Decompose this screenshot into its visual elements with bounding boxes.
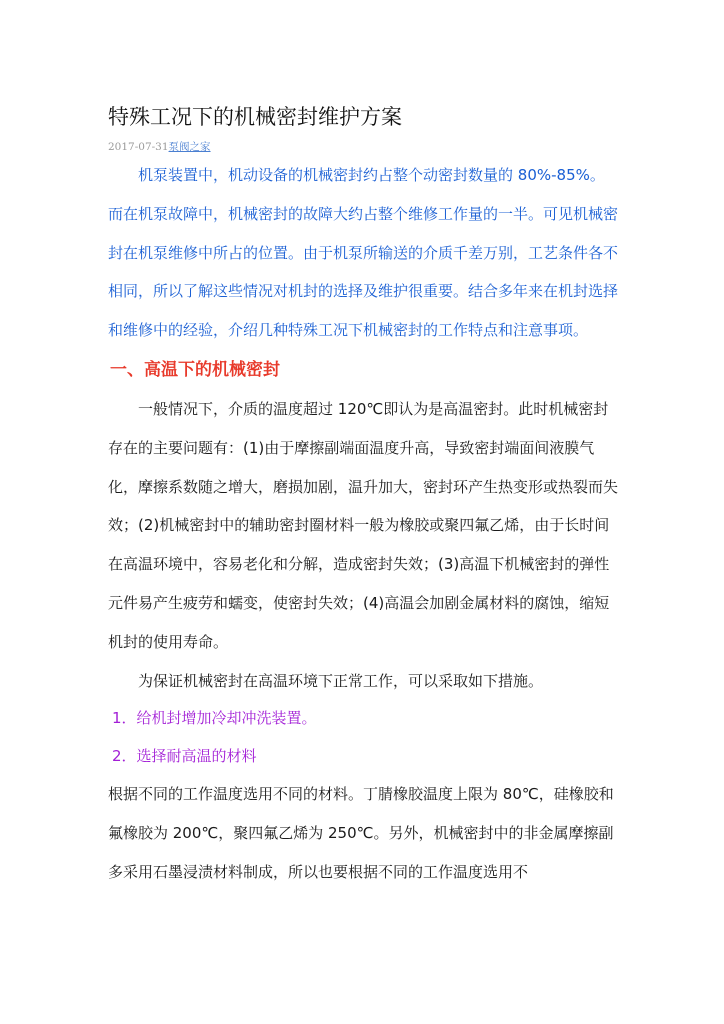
publish-date: 2017-07-31 — [108, 141, 169, 153]
measure-item-materials: 2．选择耐高温的材料 — [112, 746, 257, 765]
document-page — [108, 100, 618, 892]
section1-paragraph-measures-intro: 为保证机械密封在高温环境下正常工作，可以采取如下措施。 — [138, 671, 544, 690]
section-heading-high-temp: 一、高温下的机械密封 — [110, 359, 280, 380]
article-title: 特殊工况下的机械密封维护方案 — [108, 105, 402, 129]
intro-paragraph: 机泵装置中，机动设备的机械密封约占整个动密封数量的 80%-85%。而在机泵故障中，机械密封的故障大约占整个维修工作量的一半。可见机械密封在机泵维修中所占的位置。由于机泵所输送的介质千差万别，工艺条件各不相同，所以了解这些情况对机封的选择及维护很重要。结合多年来在机封选择和维修中的经验，介绍几种特殊工况下机械密封的工作特点和注意事项。 — [108, 166, 619, 340]
article-meta — [108, 138, 618, 156]
author-link[interactable]: 泵阀之家 — [168, 141, 211, 153]
measure-item-cooling: 1．给机封增加冷却冲洗装置。 — [112, 709, 317, 728]
section1-paragraph-materials: 根据不同的工作温度选用不同的材料。丁腈橡胶温度上限为 80℃，硅橡胶和氟橡胶为 200℃，聚四氟乙烯为 250℃。另外，机械密封中的非金属摩擦副多采用石墨浸渍材料制成，所以也要根据不同的工作温度选用不 — [108, 785, 614, 881]
section1-paragraph-problems: 一般情况下，介质的温度超过 120℃即认为是高温密封。此时机械密封存在的主要问题有：(1)由于摩擦副端面温度升高，导致密封端面间液膜气化，摩擦系数随之增大，磨损加剧，温升加大，密封环产生热变形或热裂而失效；(2)机械密封中的辅助密封圈材料一般为橡胶或聚四氟乙烯，由于长时间在高温环境中，容易老化和分解，造成密封失效；(3)高温下机械密封的弹性元件易产生疲劳和蠕变，使密封失效；(4)高温会加剧金属材料的腐蚀，缩短机封的使用寿命。 — [108, 399, 619, 651]
